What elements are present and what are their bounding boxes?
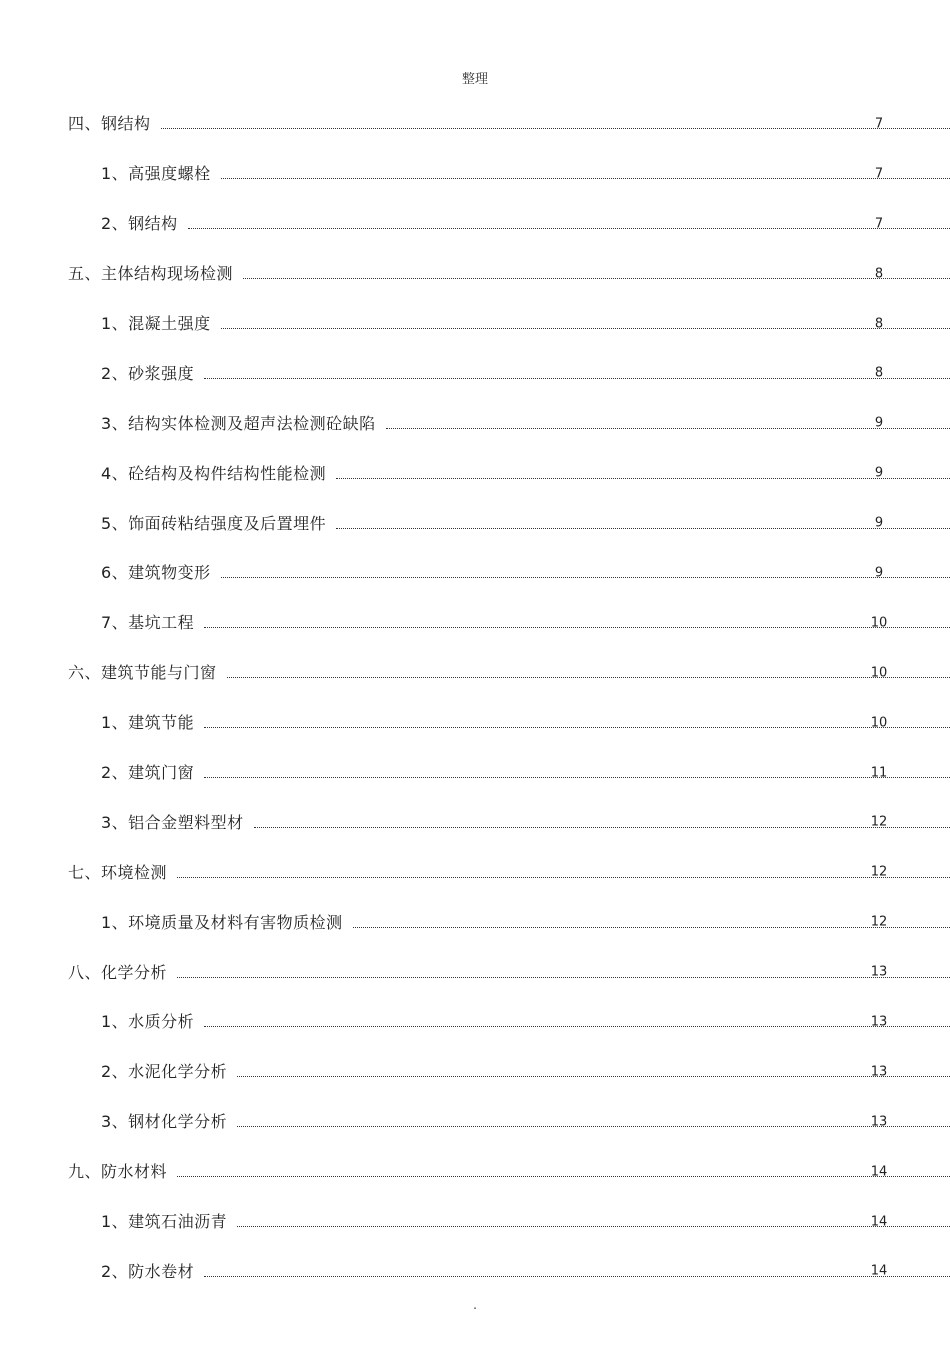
dot-leader (204, 378, 950, 379)
toc-page-number: 12 (870, 864, 888, 880)
toc-page-number: 8 (874, 365, 884, 381)
toc-subsection-entry[interactable] (0, 549, 950, 599)
dot-leader (221, 178, 950, 179)
toc-entry-title: 3、结构实体检测及超声法检测砼缺陷 (101, 413, 376, 433)
toc-subsection-entry[interactable] (0, 449, 950, 499)
toc-page-number: 9 (874, 465, 884, 481)
toc-entry-title: 1、环境质量及材料有害物质检测 (101, 912, 343, 932)
dot-leader (227, 677, 950, 678)
toc-subsection-entry[interactable] (0, 749, 950, 799)
toc-section-entry[interactable] (0, 250, 950, 300)
dot-leader (204, 1276, 950, 1277)
toc-subsection-entry[interactable] (0, 1048, 950, 1098)
toc-entry-title: 1、建筑节能 (101, 713, 195, 733)
toc-section-entry[interactable] (0, 1148, 950, 1198)
toc-entry-title: 1、水质分析 (101, 1012, 195, 1032)
toc-page-number: 10 (870, 615, 888, 631)
toc-section-entry[interactable] (0, 948, 950, 998)
toc-subsection-entry[interactable] (0, 898, 950, 948)
toc-entry-title: 3、钢材化学分析 (101, 1112, 228, 1132)
dot-leader (177, 1176, 950, 1177)
page-footer-mark: . (473, 1298, 477, 1312)
dot-leader (336, 478, 950, 479)
toc-subsection-entry[interactable] (0, 1198, 950, 1248)
toc-section-entry[interactable] (0, 848, 950, 898)
toc-subsection-entry[interactable] (0, 150, 950, 200)
toc-entry-title: 1、混凝土强度 (101, 314, 211, 333)
toc-entry-title: 2、砂浆强度 (101, 363, 195, 383)
toc-subsection-entry[interactable] (0, 300, 950, 350)
page-header: 整理 (461, 72, 488, 87)
dot-leader (204, 627, 950, 628)
toc-page-number: 13 (870, 1014, 888, 1030)
toc-entry-title: 3、铝合金塑料型材 (101, 812, 244, 832)
toc-page-number: 10 (870, 714, 888, 730)
toc-page-number: 11 (870, 764, 888, 780)
toc-page-number: 8 (874, 265, 884, 281)
toc-subsection-entry[interactable] (0, 998, 950, 1048)
toc-entry-title: 九、防水材料 (68, 1162, 168, 1182)
toc-entry-title: 2、防水卷材 (101, 1261, 195, 1281)
toc-page-number: 14 (870, 1163, 888, 1179)
toc-entry-title: 五、主体结构现场检测 (68, 264, 234, 284)
toc-subsection-entry[interactable] (0, 349, 950, 399)
toc-page-number: 10 (870, 665, 888, 681)
toc-page-number: 12 (870, 814, 888, 830)
toc-page-number: 7 (874, 166, 884, 182)
dot-leader (254, 827, 950, 828)
table-of-contents (0, 100, 950, 1297)
toc-subsection-entry[interactable] (0, 499, 950, 549)
dot-leader (177, 977, 950, 978)
toc-subsection-entry[interactable] (0, 699, 950, 749)
dot-leader (237, 1226, 950, 1227)
toc-subsection-entry[interactable] (0, 200, 950, 250)
dot-leader (237, 1126, 950, 1127)
toc-page-number: 8 (874, 315, 884, 331)
dot-leader (188, 228, 950, 229)
toc-entry-title: 4、砼结构及构件结构性能检测 (101, 463, 327, 483)
toc-section-entry[interactable] (0, 649, 950, 699)
toc-subsection-entry[interactable] (0, 399, 950, 449)
dot-leader (204, 777, 950, 778)
dot-leader (221, 328, 950, 329)
toc-page-number: 14 (870, 1263, 888, 1279)
toc-page-number: 14 (870, 1213, 888, 1229)
toc-page-number: 12 (870, 914, 888, 930)
toc-subsection-entry[interactable] (0, 1098, 950, 1148)
toc-entry-title: 2、水泥化学分析 (101, 1062, 228, 1082)
dot-leader (336, 528, 950, 529)
toc-entry-title: 1、建筑石油沥青 (101, 1212, 228, 1232)
toc-page-number: 9 (874, 565, 884, 581)
toc-entry-title: 5、饰面砖粘结强度及后置埋件 (101, 513, 327, 533)
toc-page-number: 13 (870, 1064, 888, 1080)
toc-entry-title: 7、基坑工程 (101, 613, 195, 633)
toc-page-number: 9 (874, 515, 884, 531)
toc-entry-title: 四、钢结构 (68, 114, 151, 134)
dot-leader (237, 1076, 950, 1077)
toc-entry-title: 6、建筑物变形 (101, 563, 211, 583)
toc-subsection-entry[interactable] (0, 1247, 950, 1297)
toc-entry-title: 七、环境检测 (68, 862, 168, 882)
toc-subsection-entry[interactable] (0, 798, 950, 848)
toc-page-number: 9 (874, 415, 884, 431)
dot-leader (221, 577, 950, 578)
toc-page-number: 7 (874, 216, 884, 232)
toc-subsection-entry[interactable] (0, 599, 950, 649)
dot-leader (243, 278, 950, 279)
toc-entry-title: 1、高强度螺栓 (101, 164, 211, 184)
toc-section-entry[interactable] (0, 100, 950, 150)
toc-entry-title: 六、建筑节能与门窗 (68, 663, 217, 683)
toc-entry-title: 2、钢结构 (101, 214, 178, 234)
toc-page-number: 7 (874, 116, 884, 132)
toc-page-number: 13 (870, 964, 888, 980)
toc-page-number: 13 (870, 1114, 888, 1130)
dot-leader (161, 128, 950, 129)
dot-leader (204, 727, 950, 728)
toc-entry-title: 2、建筑门窗 (101, 763, 195, 783)
dot-leader (204, 1026, 950, 1027)
toc-entry-title: 八、化学分析 (68, 962, 168, 982)
dot-leader (353, 927, 950, 928)
dot-leader (177, 877, 950, 878)
